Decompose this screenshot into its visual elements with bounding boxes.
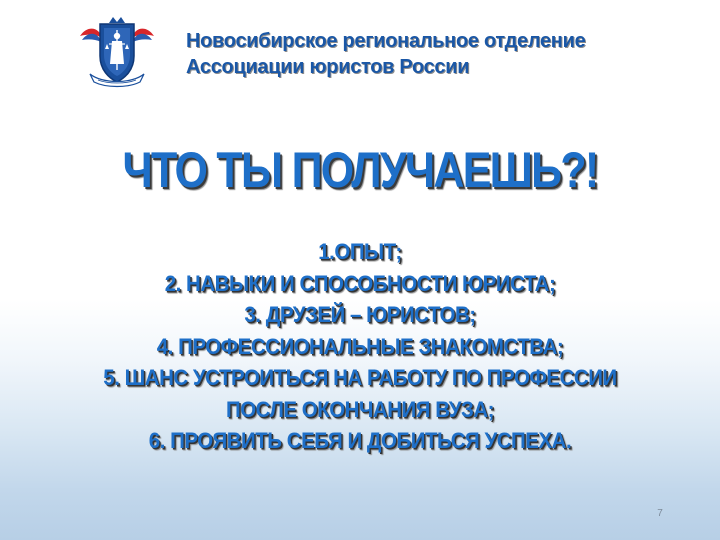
benefit-item-success: 6. ПРОЯВИТЬ СЕБЯ И ДОБИТЬСЯ УСПЕХА. — [148, 428, 572, 453]
main-heading: ЧТО ТЫ ПОЛУЧАЕШЬ?! — [122, 142, 598, 198]
benefit-item-skills: 2. НАВЫКИ И СПОСОБНОСТИ ЮРИСТА; — [164, 270, 556, 296]
benefit-item-job-chance-continued: ПОСЛЕ ОКОНЧАНИЯ ВУЗА; — [225, 396, 495, 422]
benefit-item-experience: 1.ОПЫТ; — [318, 239, 402, 264]
benefit-item-friends: 3. ДРУЗЕЙ – ЮРИСТОВ; — [244, 302, 476, 327]
organization-title-line-1: Новосибирское региональное отделение — [186, 30, 586, 52]
slide-number: 7 — [657, 508, 663, 519]
organization-title — [186, 28, 646, 80]
association-lawyers-emblem-icon — [76, 14, 158, 90]
organization-title-line-2: Ассоциации юристов России — [186, 56, 470, 78]
benefit-item-job-chance: 5. ШАНС УСТРОИТЬСЯ НА РАБОТУ ПО ПРОФЕССИИ — [103, 365, 617, 390]
benefits-list — [0, 236, 720, 457]
benefit-item-contacts: 4. ПРОФЕССИОНАЛЬНЫЕ ЗНАКОМСТВА; — [156, 333, 564, 359]
